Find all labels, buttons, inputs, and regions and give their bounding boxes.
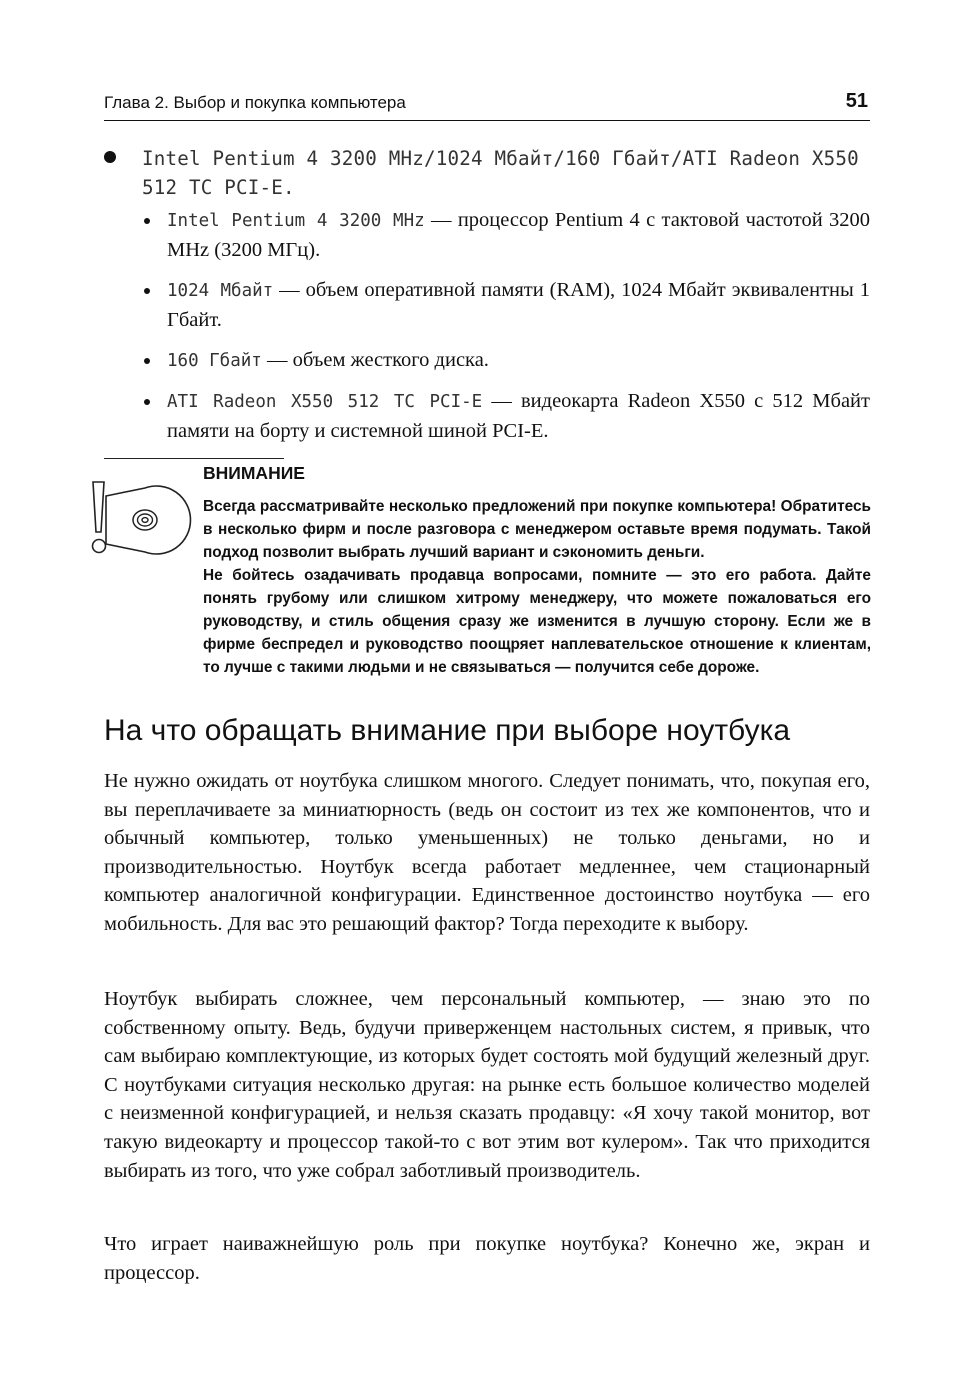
running-title: Глава 2. Выбор и покупка компьютера	[104, 93, 406, 112]
spec-description: — видеокарта Radeon X550 с 512 Мбайт памяти на борту и системной шиной PCI-E.	[167, 390, 870, 442]
list-item	[140, 387, 870, 446]
list-item	[140, 276, 870, 335]
bullet-dot	[144, 399, 150, 405]
notice-title: ВНИМАНИЕ	[203, 463, 305, 483]
notice-divider	[104, 458, 284, 459]
warning-cd-icon	[90, 468, 194, 558]
bullet-dot	[144, 288, 150, 294]
spec-code: 160 Гбайт	[167, 351, 262, 371]
config-bullet	[104, 144, 870, 202]
body-paragraph: Не нужно ожидать от ноутбука слишком многого. Следует понимать, что, покупая его, вы переплачиваете за миниатюрность (ведь он состоит из тех же компонентов, что и обычный компьютер, только уменьшенных) не только деньгами, но и производительностью. Ноутбук всегда работает медленнее, чем стационарный компьютер аналогичной конфигурации. Единственное достоинство ноутбука — его мобильность. Для вас это решающий фактор? Тогда переходите к выбору.	[104, 770, 870, 935]
notice-paragraph: Всегда рассматривайте несколько предложений при покупке компьютера! Обратитесь в несколько фирм и после разговора с менеджером оставьте время подумать. Такой подход позволит выбрать лучший вариант и сэкономить деньги.	[203, 498, 871, 561]
body-paragraph: Что играет наиважнейшую роль при покупке ноутбука? Конечно же, экран и процессор.	[104, 1233, 870, 1284]
list-item	[140, 346, 870, 376]
spec-description: — объем жесткого диска.	[261, 349, 489, 371]
warning-notice	[90, 458, 872, 686]
spec-list	[140, 206, 870, 457]
body-paragraph: Ноутбук выбирать сложнее, чем персональный компьютер, — знаю это по собственному опыту. Ведь, будучи приверженцем настольных систем, я привык, что сам выбираю комплектующие, из которых будет состоять мой будущий железный друг. С ноутбуками ситуация несколько другая: на рынке есть большое количество моделей с неизменной конфигурацией, и нельзя сказать продавцу: «Я хочу такой монитор, вот такую видеокарту и процессор такой-то с вот этим вот кулером». Так что приходится выбирать из того, что уже собрал заботливый производитель.	[104, 988, 870, 1182]
spec-code: ATI Radeon X550 512 TC PCI-E	[167, 392, 483, 412]
notice-body	[203, 495, 871, 679]
section-heading: На что обращать внимание при выборе ноутбука	[104, 714, 791, 747]
config-line: Intel Pentium 4 3200 MHz/1024 Мбайт/160 Гбайт/ATI Radeon X550 512 TC PCI-E.	[142, 147, 859, 199]
spec-description: — процессор Pentium 4 с тактовой частотой 3200 MHz (3200 МГц).	[167, 209, 870, 261]
spec-code: Intel Pentium 4 3200 MHz	[167, 211, 425, 231]
page-number: 51	[845, 90, 868, 112]
bullet-dot	[144, 358, 150, 364]
notice-paragraph: Не бойтесь озадачивать продавца вопросами, помните — это его работа. Дайте понять грубому или слишком хитрому менеджеру, что можете пожаловаться его руководству, и стиль общения сразу же изменится в лучшую сторону. Если же в фирме беспредел и руководство поощряет наплевательское отношение к клиентам, то лучше с такими людьми и не связываться — получится себе дороже.	[203, 567, 871, 676]
bullet-dot	[144, 218, 150, 224]
list-item	[140, 206, 870, 265]
bullet-dot	[104, 151, 116, 163]
spec-description: — объем оперативной памяти (RAM), 1024 Мбайт эквивалентны 1 Гбайт.	[167, 279, 871, 331]
page-header	[104, 90, 870, 121]
spec-code: 1024 Мбайт	[167, 281, 274, 301]
